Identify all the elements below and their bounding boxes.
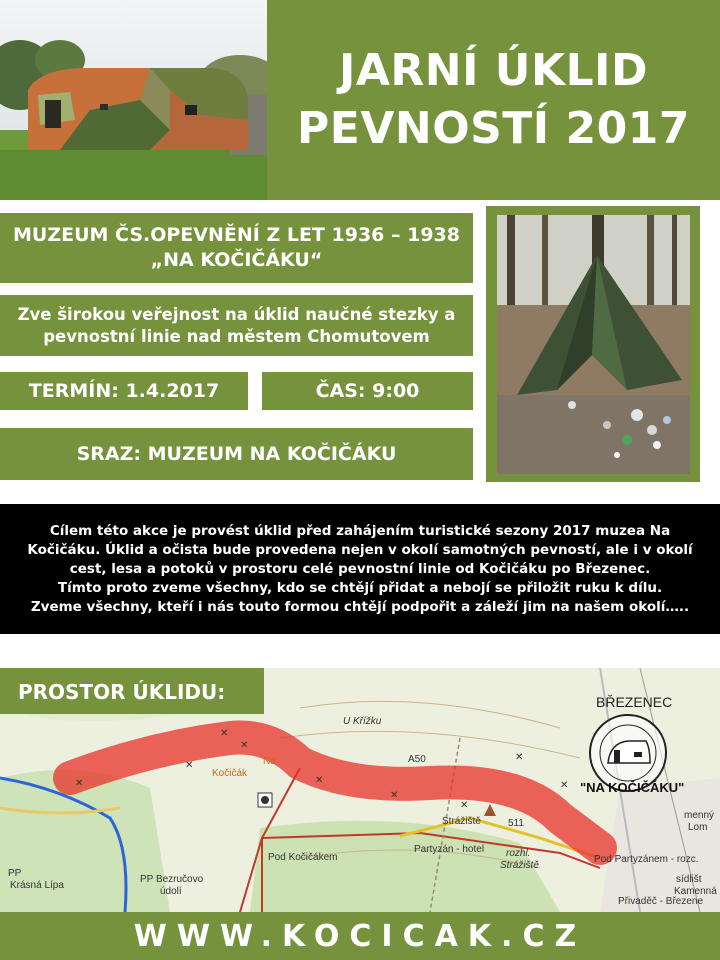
info-line-3: cest, lesa a potoků v prostoru celé pevnostní linie od Kočičáku po Březenec.: [69, 560, 651, 577]
invite-line-2: pevnostní linie nad městem Chomutovem: [43, 326, 430, 346]
website-link[interactable]: WWW.KOCICAK.CZ: [133, 918, 587, 954]
tent-photo: [497, 215, 690, 474]
invite-line-1: Zve širokou veřejnost na úklid naučné stezky a: [17, 304, 456, 324]
map-label-u-krizku: U Křížku: [343, 716, 382, 727]
date-label: TERMÍN: 1.4.2017: [28, 380, 220, 402]
map-label-brezenec: BŘEZENEC: [596, 694, 673, 710]
title-line-2: PEVNOSTÍ 2017: [297, 103, 690, 154]
info-line-5: Zveme všechny, kteří i nás touto formou chtějí podpořit a záleží jim na našem okolí…..: [30, 598, 690, 615]
svg-text:✕: ✕: [390, 790, 399, 801]
map-label-krasna-lipa: Krásná Lípa: [10, 880, 64, 891]
tent-image: [497, 215, 690, 474]
map-label-kamenna: Kamenná: [674, 886, 717, 897]
info-line-4: Tímto proto zveme všechny, kdo se chtějí přidat a nebojí se přiložit ruku k dílu.: [57, 579, 663, 596]
map-label-partyzan: Partyzán - hotel: [414, 844, 485, 855]
museum-line-2: „NA KOČIČÁKU“: [150, 249, 323, 271]
map-label-privadec: Přivaděč - Březene: [618, 896, 704, 907]
bunker-photo: [0, 0, 267, 200]
museum-line-1: MUZEUM ČS.OPEVNĚNÍ Z LET 1936 – 1938: [12, 224, 460, 246]
svg-text:✕: ✕: [240, 740, 249, 751]
bunker-image: [0, 0, 267, 200]
title-banner: [267, 0, 720, 200]
title-line-1: JARNÍ ÚKLID: [338, 45, 649, 96]
time-banner: [262, 372, 473, 410]
website-footer[interactable]: [0, 912, 720, 960]
meeting-label: SRAZ: MUZEUM NA KOČIČÁKU: [76, 443, 397, 465]
svg-text:✕: ✕: [515, 752, 524, 763]
invite-banner: [0, 295, 473, 356]
map-label-rozhl: rozhl.: [506, 848, 531, 859]
map-label-udoli: údolí: [160, 886, 182, 897]
map-label-na: Na: [263, 756, 276, 767]
map-label-lom: Lom: [688, 822, 708, 833]
svg-text:✕: ✕: [75, 778, 84, 789]
meeting-banner: [0, 428, 473, 480]
map-label-strazi-2: Strážiště: [500, 860, 539, 871]
map-label-height: 511: [508, 818, 524, 829]
map-label-sidlist: sídlišt: [676, 874, 702, 885]
map-title: PROSTOR ÚKLIDU:: [18, 680, 226, 704]
map-label-strazi: Strážiště: [442, 816, 481, 827]
map-label-pod-partyzanem: Pod Partyzánem - rozc.: [594, 854, 699, 865]
info-line-1: Cílem této akce je provést úklid před zahájením turistické sezony 2017 muzea Na: [49, 522, 671, 539]
map-label-pod-kocicakem: Pod Kočičákem: [268, 852, 338, 863]
svg-text:✕: ✕: [315, 775, 324, 786]
svg-text:✕: ✕: [560, 780, 569, 791]
time-label: ČAS: 9:00: [315, 380, 420, 402]
svg-text:✕: ✕: [460, 800, 469, 811]
svg-text:✕: ✕: [220, 728, 229, 739]
svg-text:✕: ✕: [185, 760, 194, 771]
map-label-menny: menný: [684, 810, 715, 821]
date-banner: [0, 372, 248, 410]
map-label-a50: A50: [408, 754, 426, 765]
info-line-2: Kočičáku. Úklid a očista bude provedena nejen v okolí samotných pevností, ale i v okolí: [27, 541, 693, 558]
logo-name: "NA KOČIČÁKU": [580, 780, 685, 795]
museum-banner: [0, 213, 473, 283]
info-box: [0, 504, 720, 634]
map-label-kocicak: Kočičák: [212, 768, 248, 779]
map-label-pp-bezrucovo: PP Bezručovo: [140, 874, 204, 885]
map-label-pp: PP: [8, 868, 22, 879]
